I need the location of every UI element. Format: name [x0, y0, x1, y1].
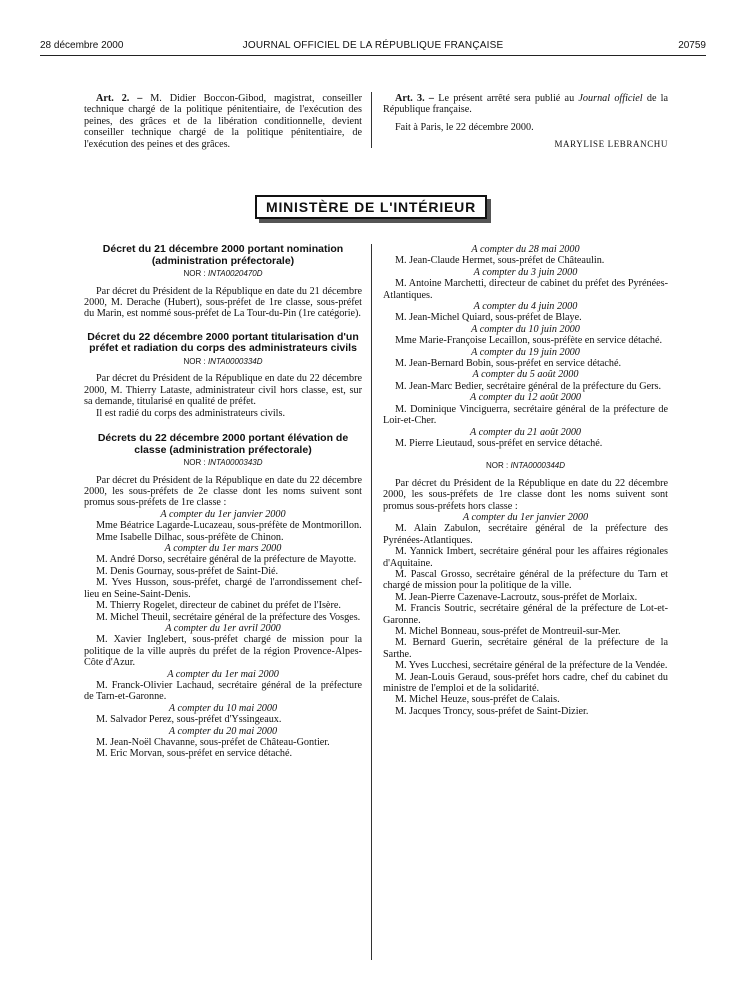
- page-number: 20759: [678, 40, 706, 51]
- appointment-item: M. Yannick Imbert, secrétaire général pour les affaires régionales d'Aquitaine.: [383, 546, 668, 569]
- journal-title: JOURNAL OFFICIEL DE LA RÉPUBLIQUE FRANÇAISE: [242, 40, 504, 51]
- date-heading: A compter du 19 juin 2000: [471, 346, 580, 358]
- date-heading: A compter du 4 juin 2000: [473, 301, 578, 313]
- decree-3-text: Par décret du Président de la République en date du 22 décembre 2000, les sous-préfets de 2e classe dont les noms suivent sont promus sous-préfets de 1re classe :: [84, 474, 362, 509]
- appointment-item: M. Jean-Marc Bedier, secrétaire général de la préfecture du Gers.: [395, 380, 662, 392]
- appointment-item: M. Michel Bonneau, sous-préfet de Montreuil-sur-Mer.: [395, 626, 621, 637]
- date-heading: A compter du 1er mai 2000: [167, 668, 279, 680]
- appointment-item: Mme Béatrice Lagarde-Lucazeau, sous-préfète de Montmorillon.: [96, 520, 362, 532]
- header-date: 28 décembre 2000: [40, 40, 124, 51]
- date-heading: A compter du 20 mai 2000: [168, 725, 278, 737]
- decree-1-text: Par décret du Président de la République en date du 21 décembre 2000, M. Derache (Hubert), sous-préfet de 1re classe, sous-préfet du Marin, est nommé sous-préfet de La Tour-du-Pin (1re catégorie).: [84, 285, 362, 320]
- appointment-item: M. Alain Zabulon, secrétaire général de la préfecture des Pyrénées-Atlantiques.: [383, 523, 668, 546]
- date-heading: A compter du 10 juin 2000: [471, 323, 580, 335]
- date-heading: A compter du 3 juin 2000: [473, 266, 578, 278]
- date-heading: A compter du 10 mai 2000: [168, 702, 278, 714]
- appointment-item: M. Michel Heuze, sous-préfet de Calais.: [395, 694, 560, 706]
- article-2-text: M. Didier Boccon-Gibod, magistrat, conseiller technique chargé de la politique pénitentiaire, de l'exécution des peines, des grâces et de la libération conditionnelle, devient conseiller technique chargé de la politique pénitentiaire, de l'exécution des peines et des grâces.: [84, 93, 363, 150]
- appointment-item: M. Michel Theuil, secrétaire général de la préfecture des Vosges.: [96, 611, 361, 623]
- appointment-item: M. Dominique Vinciguerra, secrétaire général de la préfecture de Loir-et-Cher.: [383, 403, 668, 427]
- appointment-item: M. Pascal Grosso, secrétaire général de la préfecture du Tarn et chargé de mission pour la politique de la ville.: [383, 568, 668, 592]
- article-2-label: Art. 2. –: [96, 93, 143, 104]
- date-heading: A compter du 28 mai 2000: [471, 244, 580, 255]
- final-date-heading: A compter du 1er janvier 2000: [462, 511, 589, 523]
- article-3-label: Art. 3. –: [395, 93, 434, 104]
- page-header: [40, 40, 706, 54]
- header-rule: [40, 55, 706, 56]
- decree-4-text: Par décret du Président de la République en date du 22 décembre 2000, les sous-préfets de 1re classe dont les noms suivent sont promus sous-préfets hors classe :: [383, 477, 668, 512]
- appointment-item: M. Jean-Pierre Cazenave-Lacroutz, sous-préfet de Morlaix.: [395, 591, 638, 603]
- article-3-text-after: de la République française.: [383, 93, 669, 116]
- appointment-item: M. Yves Lucchesi, secrétaire général de la préfecture de la Vendée.: [395, 660, 668, 672]
- decree-2-nor: [84, 356, 362, 367]
- date-heading: A compter du 21 août 2000: [469, 426, 582, 438]
- article-2: [84, 93, 362, 150]
- date-heading: A compter du 1er mars 2000: [164, 543, 282, 555]
- appointment-item: M. Eric Morvan, sous-préfet en service détaché.: [96, 748, 293, 760]
- appointment-item: M. Pierre Lieutaud, sous-préfet en service détaché.: [395, 437, 603, 449]
- appointment-item: M. Jean-Michel Quiard, sous-préfet de Blaye.: [395, 312, 582, 324]
- decree-3-title: Décrets du 22 décembre 2000 portant élévation de classe (administration préfectorale): [97, 432, 349, 456]
- article-3-journal: Journal officiel: [578, 93, 643, 104]
- ministry-banner: MINISTÈRE DE L'INTÉRIEUR: [255, 195, 487, 219]
- decree-3-nor: [84, 457, 362, 468]
- decree-2-text: Par décret du Président de la République en date du 22 décembre 2000, M. Thierry Lataste, administrateur civil hors classe, est, sur sa demande, titularisé en qualité de préfet.: [84, 373, 362, 408]
- left-column: [84, 244, 362, 760]
- right-promotion-groups: [383, 244, 668, 449]
- appointment-item: M. Salvador Perez, sous-préfet d'Yssingeaux.: [96, 714, 282, 726]
- column-divider-main: [371, 244, 372, 960]
- appointment-item: M. André Dorso, secrétaire général de la préfecture de Mayotte.: [96, 554, 357, 566]
- nor-label: NOR :: [183, 269, 206, 279]
- appointment-item: M. Xavier Inglebert, sous-préfet chargé de mission pour la politique de la ville auprès du préfet de la région Provence-Alpes-Côte d'Azur.: [84, 634, 362, 669]
- decree-1-nor: [84, 268, 362, 279]
- appointment-item: M. Jacques Troncy, sous-préfet de Saint-Dizier.: [395, 705, 589, 717]
- appointment-item: M. Yves Husson, sous-préfet, chargé de l'arrondissement chef-lieu en Seine-Saint-Denis.: [84, 577, 362, 600]
- nor-label: NOR :: [183, 357, 206, 366]
- appointment-item: M. Bernard Guerin, secrétaire général de la préfecture de la Sarthe.: [383, 637, 668, 660]
- date-heading: A compter du 1er janvier 2000: [160, 508, 286, 520]
- appointment-item: M. Francis Soutric, secrétaire général de la préfecture de Lot-et-Garonne.: [383, 603, 668, 626]
- nor-code: INTA0000343D: [207, 458, 263, 468]
- appointment-item: M. Denis Gournay, sous-préfet de Saint-Dié.: [96, 565, 279, 577]
- left-promotion-groups: [84, 509, 362, 760]
- date-heading: A compter du 5 août 2000: [472, 369, 579, 381]
- article-3-text-before: Le présent arrêté sera publié au: [438, 93, 575, 104]
- appointment-item: M. Thierry Rogelet, directeur de cabinet du préfet de l'Isère.: [96, 600, 341, 612]
- decree-1-title: Décret du 21 décembre 2000 portant nomination (administration préfectorale): [102, 243, 344, 267]
- appointment-item: M. Jean-Claude Hermet, sous-préfet de Châteaulin.: [395, 255, 605, 267]
- appointment-item: M. Jean-Noël Chavanne, sous-préfet de Château-Gontier.: [96, 736, 330, 748]
- nor-label: NOR :: [485, 461, 509, 471]
- appointment-item: M. Antoine Marchetti, directeur de cabinet du préfet des Pyrénées-Atlantiques.: [383, 278, 668, 301]
- decree-4-nor: [383, 460, 668, 471]
- nor-code: INTA0020470D: [207, 269, 263, 279]
- signature: MARYLISE LEBRANCHU: [554, 139, 668, 150]
- nor-code: INTA0000344D: [510, 461, 566, 471]
- appointment-item: M. Franck-Olivier Lachaud, secrétaire général de la préfecture de Tarn-et-Garonne.: [84, 679, 362, 703]
- right-column: [383, 244, 668, 717]
- done-at: Fait à Paris, le 22 décembre 2000.: [395, 121, 534, 133]
- date-heading: A compter du 12 août 2000: [469, 392, 582, 404]
- nor-code: INTA0000334D: [207, 357, 263, 366]
- appointment-item: Mme Marie-Françoise Lecaillon, sous-préfète en service détaché.: [395, 335, 663, 347]
- appointment-item: M. Jean-Bernard Bobin, sous-préfet en service détaché.: [395, 358, 622, 370]
- decree-2-title: Décret du 22 décembre 2000 portant titularisation d'un préfet et radiation du corps des administrateurs civils: [87, 330, 359, 355]
- column-divider-top: [371, 92, 372, 148]
- nor-label: NOR :: [183, 458, 206, 468]
- final-promotion-list: [383, 523, 668, 717]
- appointment-item: M. Jean-Louis Geraud, sous-préfet hors cadre, chef du cabinet du ministre de l'emploi et de la solidarité.: [383, 671, 668, 695]
- appointment-item: Mme Isabelle Dilhac, sous-préfète de Chinon.: [96, 531, 284, 543]
- decree-2-text2: Il est radié du corps des administrateurs civils.: [96, 407, 285, 419]
- date-heading: A compter du 1er avril 2000: [165, 622, 281, 634]
- article-3: [383, 93, 668, 151]
